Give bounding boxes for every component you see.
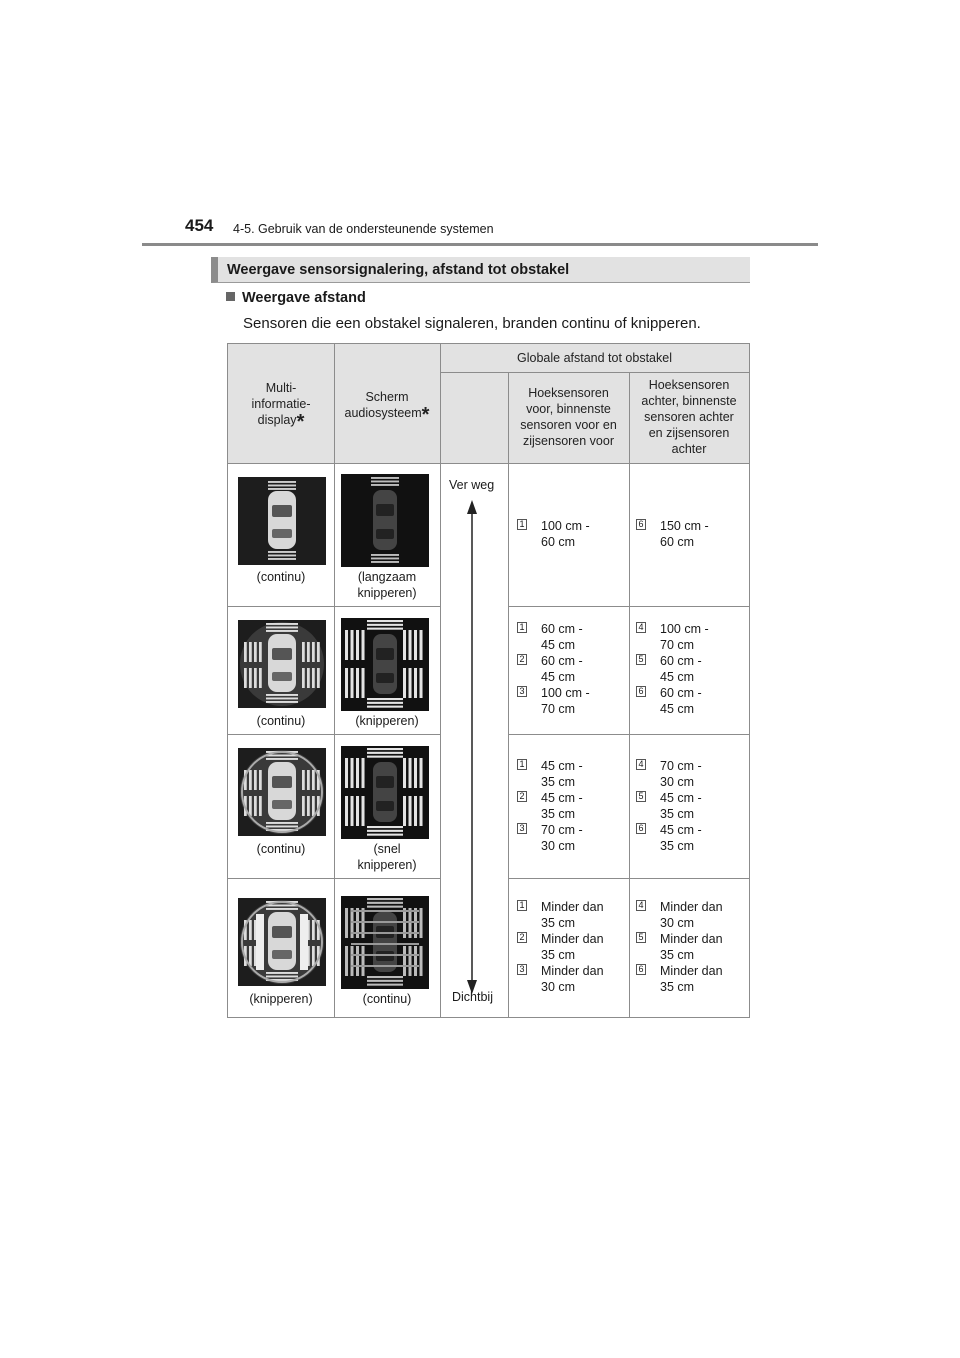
header-audio-cell	[334, 344, 440, 463]
distance-entry	[517, 790, 627, 822]
header-rule	[142, 243, 818, 246]
audio-screen-caption: (snel knipperen)	[357, 842, 417, 872]
sensor-number-badge: 5	[636, 791, 646, 802]
distance-range-text: 45 cm - 35 cm	[541, 759, 583, 789]
distance-range-text: 100 cm - 70 cm	[660, 622, 709, 652]
intro-text: Sensoren die een obstakel signaleren, branden continu of knipperen.	[243, 315, 701, 332]
sensor-number-badge: 3	[517, 964, 527, 975]
distance-entry	[517, 931, 627, 963]
sensor-number-badge: 6	[636, 823, 646, 834]
distance-entry	[517, 899, 627, 931]
distance-range-text: 150 cm - 60 cm	[660, 519, 709, 549]
header-global-cell	[440, 344, 749, 372]
distance-range-text: Minder dan 30 cm	[541, 964, 604, 994]
sensor-number-badge: 5	[636, 654, 646, 665]
audio-screen-image	[341, 474, 429, 567]
car-sensor-display-icon	[238, 898, 326, 986]
distance-entry	[517, 822, 627, 854]
grid-line	[334, 344, 335, 1017]
sensor-number-badge: 4	[636, 759, 646, 770]
distance-range-text: 45 cm - 35 cm	[660, 791, 702, 821]
sensor-number-badge: 1	[517, 622, 527, 633]
distance-arrow-icon	[464, 500, 480, 994]
distance-range-text: Minder dan 35 cm	[660, 964, 723, 994]
grid-line	[228, 734, 440, 735]
sensor-number-badge: 3	[517, 823, 527, 834]
sensor-number-badge: 6	[636, 519, 646, 530]
grid-line	[508, 734, 749, 735]
distance-range-text: 60 cm - 45 cm	[660, 686, 702, 716]
distance-range-text: Minder dan 35 cm	[660, 932, 723, 962]
car-sensor-audio-icon	[341, 896, 429, 989]
grid-line	[440, 344, 441, 1017]
distance-entry	[636, 758, 746, 790]
distance-entry	[636, 653, 746, 685]
multi-display-image	[238, 748, 326, 836]
multi-display-caption: (knipperen)	[249, 992, 313, 1006]
subheading-text: Weergave afstand	[242, 290, 366, 306]
distance-entry	[517, 653, 627, 685]
distance-range-text: 70 cm - 30 cm	[541, 823, 583, 853]
multi-display-image	[238, 477, 326, 565]
sensor-number-badge: 4	[636, 900, 646, 911]
near-label: Dichtbij	[452, 990, 493, 1004]
distance-entry	[636, 822, 746, 854]
distance-entry	[517, 621, 627, 653]
multi-display-caption: (continu)	[256, 714, 306, 728]
grid-line	[440, 372, 749, 373]
chapter-title: 4-5. Gebruik van de ondersteunende systemen	[233, 222, 494, 236]
section-title: Weergave sensorsignalering, afstand tot obstakel	[227, 262, 570, 278]
grid-line	[228, 878, 440, 879]
multi-display-image	[238, 620, 326, 708]
car-sensor-audio-icon	[341, 746, 429, 839]
grid-line	[508, 878, 749, 879]
distance-entry	[636, 621, 746, 653]
header-multi-display: Multi- informatie- display*	[251, 381, 311, 433]
distance-range-text: 60 cm - 45 cm	[541, 654, 583, 684]
distance-range-text: 45 cm - 35 cm	[541, 791, 583, 821]
header-front-sensors: Hoeksensoren voor, binnenste sensoren voor en zijsensoren voor	[520, 386, 617, 448]
header-multi-display-cell	[228, 344, 334, 463]
grid-line	[508, 606, 749, 607]
distance-range-text: 100 cm - 60 cm	[541, 519, 590, 549]
sensor-number-badge: 1	[517, 519, 527, 530]
audio-screen-caption: (langzaam knipperen)	[357, 570, 417, 600]
audio-screen-image	[341, 896, 429, 989]
sensor-number-badge: 2	[517, 791, 527, 802]
distance-entry	[636, 931, 746, 963]
distance-range-text: 45 cm - 35 cm	[660, 823, 702, 853]
section-header	[211, 257, 750, 283]
square-bullet-icon	[226, 292, 235, 301]
far-label: Ver weg	[449, 478, 495, 492]
distance-range-text: Minder dan 30 cm	[660, 900, 723, 930]
grid-line	[629, 372, 630, 1017]
car-sensor-display-icon	[238, 748, 326, 836]
car-sensor-display-icon	[238, 477, 326, 565]
multi-display-caption: (continu)	[256, 842, 306, 856]
car-sensor-display-icon	[238, 620, 326, 708]
multi-display-image	[238, 898, 326, 986]
distance-entry	[636, 518, 746, 550]
multi-display-caption: (continu)	[256, 570, 306, 584]
header-global-distance: Globale afstand tot obstakel	[517, 351, 672, 365]
distance-range-text: Minder dan 35 cm	[541, 900, 604, 930]
grid-line	[508, 372, 509, 1017]
distance-range-text: 60 cm - 45 cm	[660, 654, 702, 684]
car-sensor-audio-icon	[341, 474, 429, 567]
header-rear-cell	[629, 372, 749, 463]
distance-entry	[636, 790, 746, 822]
sensor-number-badge: 4	[636, 622, 646, 633]
header-rear-sensors: Hoeksensoren achter, binnenste sensoren achter en zijsensoren achter	[641, 378, 737, 456]
asterisk-icon: *	[421, 404, 430, 426]
distance-table	[227, 343, 750, 1018]
header-front-cell	[508, 372, 629, 463]
distance-entry	[636, 963, 746, 995]
header-left-blank	[440, 372, 508, 463]
sensor-number-badge: 3	[517, 686, 527, 697]
distance-entry	[517, 758, 627, 790]
distance-entry	[636, 899, 746, 931]
subheading	[226, 290, 366, 306]
sensor-number-badge: 6	[636, 686, 646, 697]
sensor-number-badge: 5	[636, 932, 646, 943]
asterisk-icon: *	[296, 411, 305, 433]
car-sensor-audio-icon	[341, 618, 429, 711]
header-audio-screen: Scherm audiosysteem*	[344, 390, 430, 426]
distance-range-text: 60 cm - 45 cm	[541, 622, 583, 652]
distance-entry	[517, 518, 627, 550]
distance-entry	[517, 963, 627, 995]
distance-entry	[517, 685, 627, 717]
distance-entry	[636, 685, 746, 717]
sensor-number-badge: 6	[636, 964, 646, 975]
audio-screen-caption: (continu)	[362, 992, 412, 1006]
sensor-number-badge: 1	[517, 759, 527, 770]
sensor-number-badge: 2	[517, 932, 527, 943]
audio-screen-image	[341, 746, 429, 839]
grid-line	[228, 463, 749, 464]
page-number: 454	[185, 216, 214, 235]
distance-range-text: 70 cm - 30 cm	[660, 759, 702, 789]
grid-line	[228, 606, 440, 607]
sensor-number-badge: 1	[517, 900, 527, 911]
sensor-number-badge: 2	[517, 654, 527, 665]
audio-screen-caption: (knipperen)	[355, 714, 419, 728]
distance-range-text: 100 cm - 70 cm	[541, 686, 590, 716]
audio-screen-image	[341, 618, 429, 711]
distance-range-text: Minder dan 35 cm	[541, 932, 604, 962]
